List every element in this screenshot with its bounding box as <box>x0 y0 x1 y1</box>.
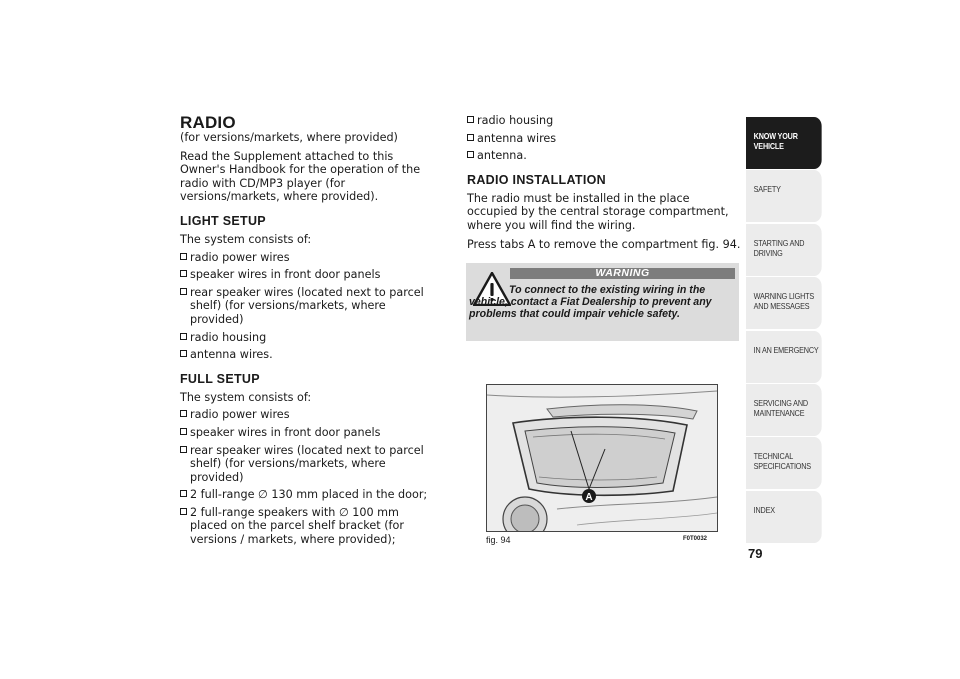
full-setup-list <box>180 408 438 546</box>
title-note: (for versions/markets, where provided) <box>180 131 398 144</box>
list-item: speaker wires in front door panels <box>180 268 438 282</box>
light-setup-list <box>180 251 438 362</box>
checkbox-bullet-icon <box>467 134 474 141</box>
list-item: rear speaker wires (located next to parcel shelf) (for versions/markets, where provided) <box>180 286 438 327</box>
dashboard-compartment-drawing <box>487 385 717 531</box>
installation-paragraph: The radio must be installed in the place occupied by the central storage compartment, where you will find the wiring. <box>467 191 729 232</box>
checkbox-bullet-icon <box>467 116 474 123</box>
checkbox-bullet-icon <box>180 288 187 295</box>
tab-technical-specifications[interactable]: TECHNICAL SPECIFICATIONS <box>746 437 822 489</box>
callout-label: A <box>585 492 593 503</box>
figure-code: F0T0032 <box>683 536 708 542</box>
figure-caption: fig. 94 <box>486 535 511 545</box>
checkbox-bullet-icon <box>180 410 187 417</box>
warning-box <box>466 263 739 341</box>
list-item: antenna wires <box>467 132 742 146</box>
tab-safety[interactable]: SAFETY <box>746 170 822 222</box>
checkbox-bullet-icon <box>180 446 187 453</box>
left-column <box>180 114 438 551</box>
checkbox-bullet-icon <box>467 151 474 158</box>
list-item: 2 full-range speakers with ∅ 100 mm placed on the parcel shelf bracket (for versions / markets, where provided); <box>180 506 438 547</box>
tab-index[interactable]: INDEX <box>746 491 822 543</box>
checkbox-bullet-icon <box>180 490 187 497</box>
tab-in-an-emergency[interactable]: IN AN EMERGENCY <box>746 331 822 383</box>
list-item: speaker wires in front door panels <box>180 426 438 440</box>
list-item: radio housing <box>180 331 438 345</box>
full-setup-lead: The system consists of: <box>180 390 312 404</box>
checkbox-bullet-icon <box>180 253 187 260</box>
intro-paragraph: Read the Supplement attached to this Owner's Handbook for the operation of the radio with CD/MP3 player (for versions/markets, where provided). <box>180 149 421 204</box>
list-item: radio power wires <box>180 251 438 265</box>
list-item: radio housing <box>467 114 742 128</box>
checkbox-bullet-icon <box>180 428 187 435</box>
checkbox-bullet-icon <box>180 333 187 340</box>
continued-list <box>467 114 742 163</box>
section-title: RADIO <box>180 113 236 132</box>
tab-know-your-vehicle[interactable]: KNOW YOUR VEHICLE <box>746 117 822 169</box>
list-item: 2 full-range ∅ 130 mm placed in the door; <box>180 488 438 502</box>
tab-starting-and-driving[interactable]: STARTING AND DRIVING <box>746 224 822 276</box>
warning-label: WARNING <box>510 268 735 279</box>
list-item: antenna wires. <box>180 348 438 362</box>
figure-94-illustration <box>486 384 718 532</box>
light-setup-lead: The system consists of: <box>180 232 312 246</box>
checkbox-bullet-icon <box>180 270 187 277</box>
page-number: 79 <box>748 546 763 561</box>
right-column <box>467 114 742 341</box>
full-setup-heading: FULL SETUP <box>180 371 260 386</box>
tab-servicing-and-maintenance[interactable]: SERVICING AND MAINTENANCE <box>746 384 822 436</box>
checkbox-bullet-icon <box>180 508 187 515</box>
installation-instruction: Press tabs A to remove the compartment fig. 94. <box>467 237 741 251</box>
list-item: rear speaker wires (located next to parcel shelf) (for versions/markets, where provided) <box>180 444 438 485</box>
list-item: radio power wires <box>180 408 438 422</box>
checkbox-bullet-icon <box>180 350 187 357</box>
tab-warning-lights-and-messages[interactable]: WARNING LIGHTS AND MESSAGES <box>746 277 822 329</box>
light-setup-heading: LIGHT SETUP <box>180 213 266 228</box>
warning-text: To connect to the existing wiring in the vehicle, contact a Fiat Dealership to prevent any problems that could impair vehicle safety. <box>469 284 712 321</box>
chapter-tabs <box>746 117 822 544</box>
radio-installation-heading: RADIO INSTALLATION <box>467 172 606 187</box>
list-item: antenna. <box>467 149 742 163</box>
